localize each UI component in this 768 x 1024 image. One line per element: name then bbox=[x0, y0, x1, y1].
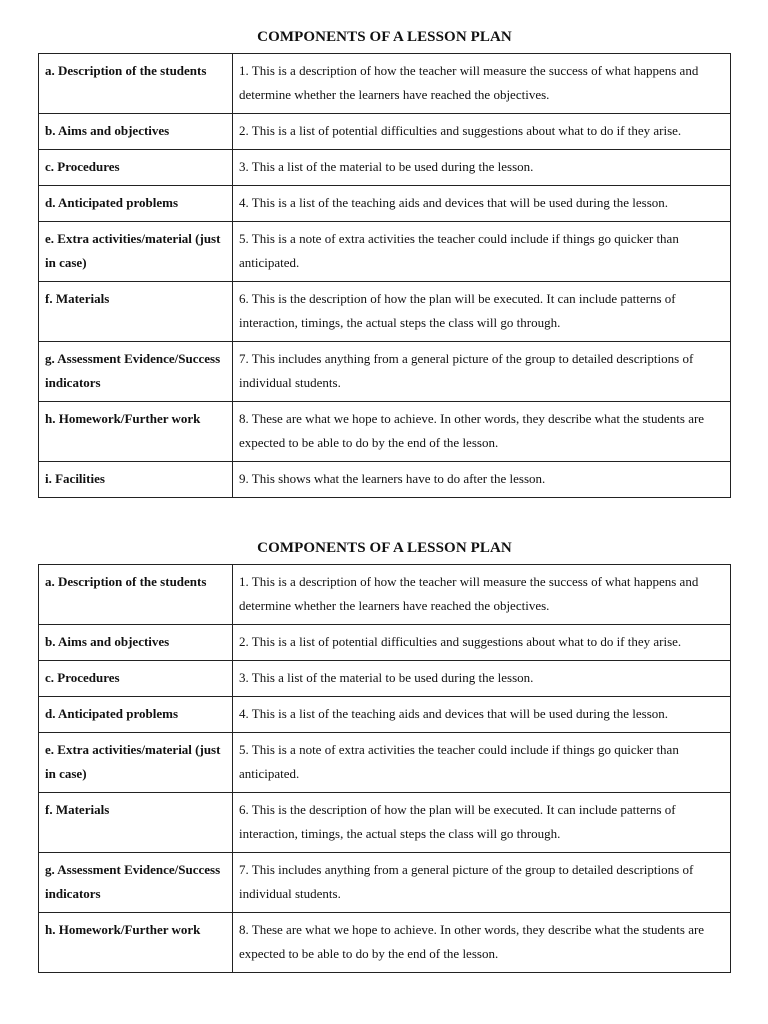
description-cell: 2. This is a list of potential difficulties and suggestions about what to do if they arise. bbox=[233, 114, 731, 150]
description-cell: 5. This is a note of extra activities the teacher could include if things go quicker than anticipated. bbox=[233, 222, 731, 282]
description-cell: 2. This is a list of potential difficulties and suggestions about what to do if they arise. bbox=[233, 625, 731, 661]
component-cell: b. Aims and objectives bbox=[39, 114, 233, 150]
page-title: COMPONENTS OF A LESSON PLAN bbox=[257, 29, 512, 45]
component-cell: a. Description of the students bbox=[39, 565, 233, 625]
component-cell: h. Homework/Further work bbox=[39, 402, 233, 462]
table-row bbox=[39, 186, 731, 222]
description-cell: 5. This is a note of extra activities the teacher could include if things go quicker than anticipated. bbox=[233, 733, 731, 793]
description-cell: 3. This a list of the material to be used during the lesson. bbox=[233, 661, 731, 697]
description-cell: 3. This a list of the material to be used during the lesson. bbox=[233, 150, 731, 186]
table-row bbox=[39, 282, 731, 342]
table-row bbox=[39, 733, 731, 793]
description-cell: 4. This is a list of the teaching aids and devices that will be used during the lesson. bbox=[233, 697, 731, 733]
table-row bbox=[39, 54, 731, 114]
lesson-plan-block-2 bbox=[38, 539, 731, 973]
component-cell: i. Facilities bbox=[39, 462, 233, 498]
component-cell: g. Assessment Evidence/Success indicators bbox=[39, 342, 233, 402]
component-cell: f. Materials bbox=[39, 282, 233, 342]
component-cell: a. Description of the students bbox=[39, 54, 233, 114]
page-title: COMPONENTS OF A LESSON PLAN bbox=[257, 540, 512, 556]
component-cell: b. Aims and objectives bbox=[39, 625, 233, 661]
component-cell: e. Extra activities/material (just in case) bbox=[39, 222, 233, 282]
lesson-plan-block-1 bbox=[38, 28, 731, 498]
description-cell: 1. This is a description of how the teacher will measure the success of what happens and determine whether the learners have reached the objectives. bbox=[233, 54, 731, 114]
table-row bbox=[39, 462, 731, 498]
table-row bbox=[39, 150, 731, 186]
component-cell: c. Procedures bbox=[39, 661, 233, 697]
table-row bbox=[39, 565, 731, 625]
table-row bbox=[39, 342, 731, 402]
component-cell: d. Anticipated problems bbox=[39, 697, 233, 733]
description-cell: 1. This is a description of how the teacher will measure the success of what happens and determine whether the learners have reached the objectives. bbox=[233, 565, 731, 625]
component-cell: c. Procedures bbox=[39, 150, 233, 186]
lesson-plan-table bbox=[38, 53, 731, 498]
description-cell: 9. This shows what the learners have to do after the lesson. bbox=[233, 462, 731, 498]
table-row bbox=[39, 625, 731, 661]
lesson-plan-table bbox=[38, 564, 731, 973]
table-row bbox=[39, 114, 731, 150]
component-cell: g. Assessment Evidence/Success indicators bbox=[39, 853, 233, 913]
description-cell: 4. This is a list of the teaching aids and devices that will be used during the lesson. bbox=[233, 186, 731, 222]
table-row bbox=[39, 793, 731, 853]
description-cell: 8. These are what we hope to achieve. In other words, they describe what the students are expected to be able to do by the end of the lesson. bbox=[233, 913, 731, 973]
component-cell: d. Anticipated problems bbox=[39, 186, 233, 222]
table-row bbox=[39, 697, 731, 733]
table-row bbox=[39, 853, 731, 913]
component-cell: e. Extra activities/material (just in case) bbox=[39, 733, 233, 793]
table-row bbox=[39, 402, 731, 462]
description-cell: 7. This includes anything from a general picture of the group to detailed descriptions of individual students. bbox=[233, 342, 731, 402]
description-cell: 6. This is the description of how the plan will be executed. It can include patterns of interaction, timings, the actual steps the class will go through. bbox=[233, 282, 731, 342]
description-cell: 8. These are what we hope to achieve. In other words, they describe what the students are expected to be able to do by the end of the lesson. bbox=[233, 402, 731, 462]
table-row bbox=[39, 222, 731, 282]
table-row bbox=[39, 661, 731, 697]
table-row bbox=[39, 913, 731, 973]
description-cell: 6. This is the description of how the plan will be executed. It can include patterns of interaction, timings, the actual steps the class will go through. bbox=[233, 793, 731, 853]
description-cell: 7. This includes anything from a general picture of the group to detailed descriptions of individual students. bbox=[233, 853, 731, 913]
component-cell: h. Homework/Further work bbox=[39, 913, 233, 973]
component-cell: f. Materials bbox=[39, 793, 233, 853]
